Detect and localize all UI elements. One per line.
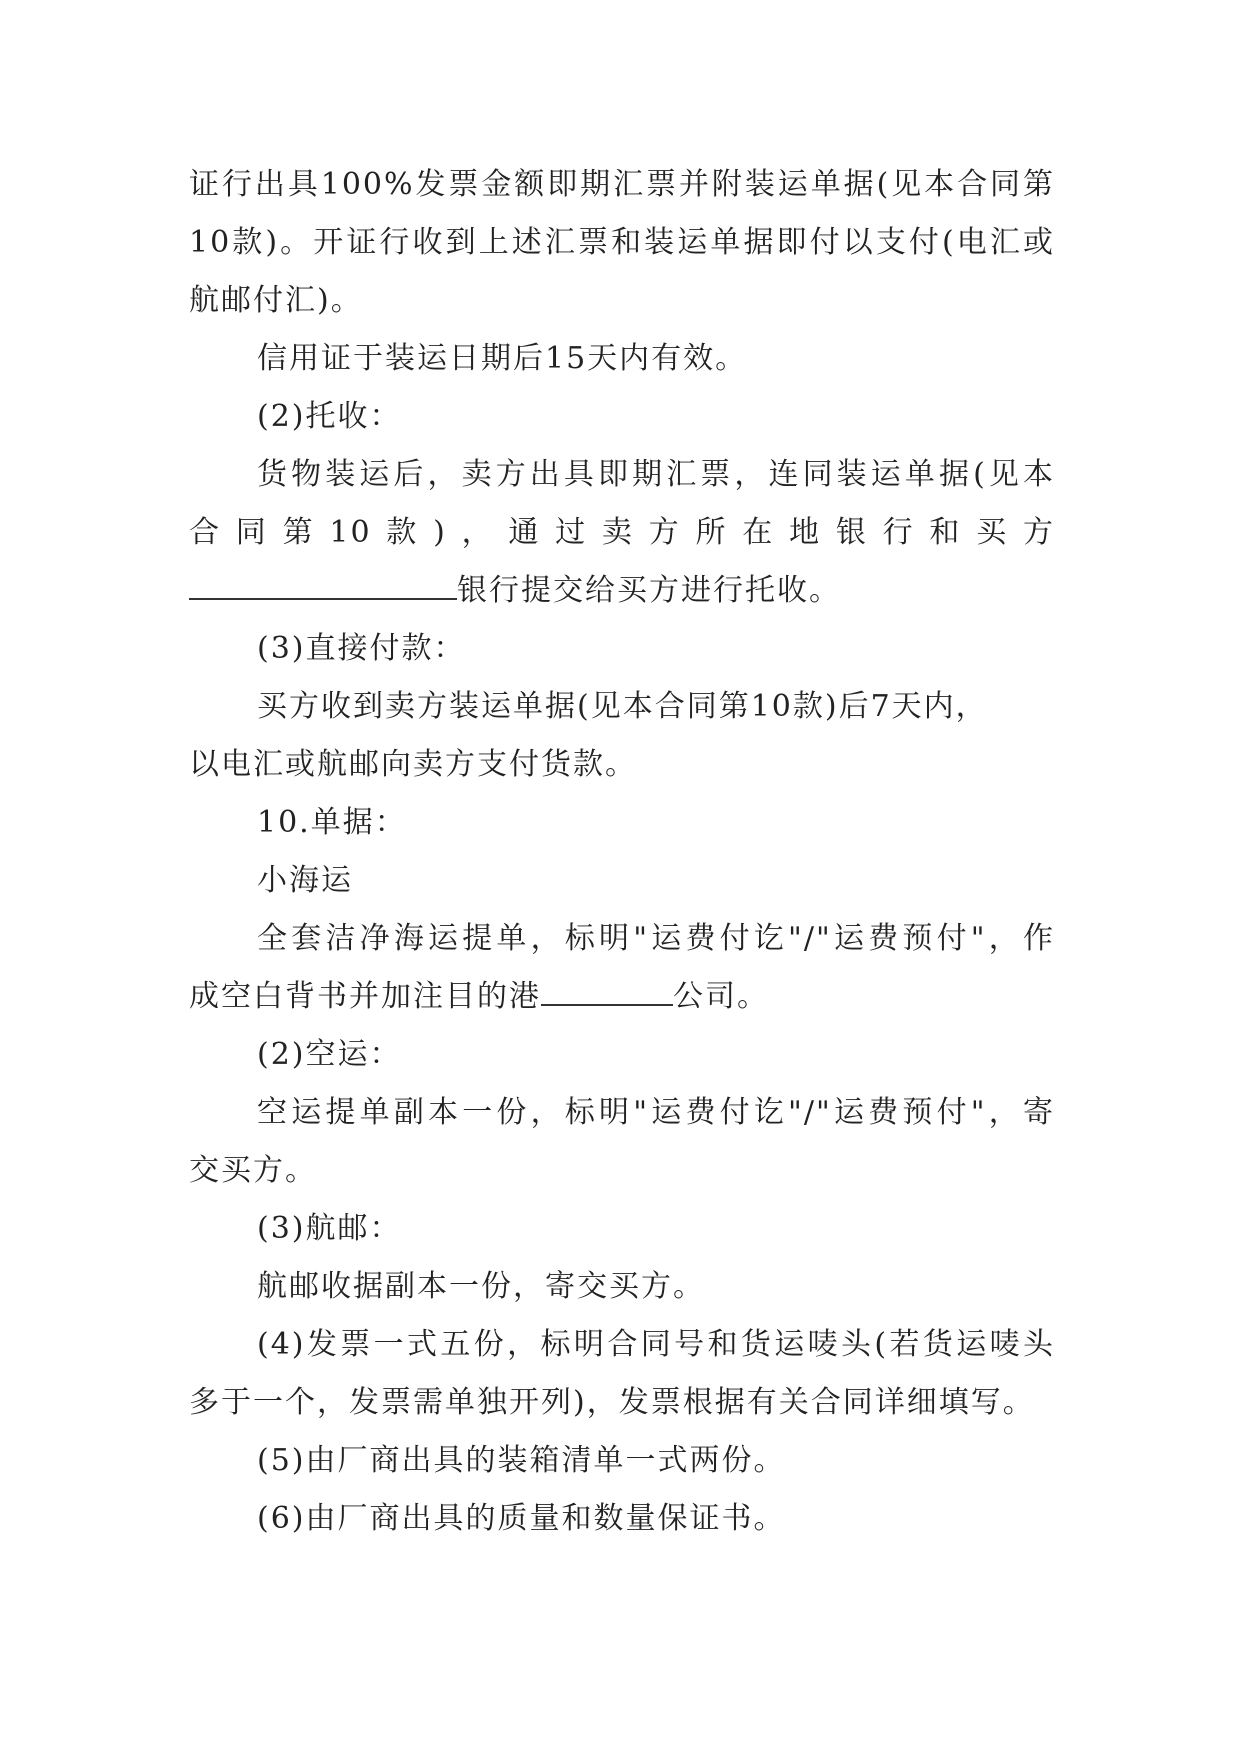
fill-in-blank	[189, 578, 457, 600]
text-line: 航邮付汇)。	[189, 283, 363, 318]
text-line: 信用证于装运日期后15天内有效。	[257, 341, 748, 376]
text-line-with-blank	[189, 562, 1055, 620]
text-line: 货物装运后，卖方出具即期汇票，连同装运单据(见本	[257, 457, 1055, 492]
text-line: 10.单据：	[257, 805, 407, 840]
text-line: (3)直接付款：	[257, 631, 466, 666]
text-segment: 银行提交给买方进行托收。	[457, 573, 841, 608]
text-line: (6)由厂商出具的质量和数量保证书。	[257, 1501, 786, 1536]
text-line: 小海运	[257, 863, 353, 898]
text-segment: 成空白背书并加注目的港	[189, 979, 541, 1014]
text-line: 合同第10款)，通过卖方所在地银行和买方	[189, 515, 1055, 550]
text-line: (5)由厂商出具的装箱清单一式两份。	[257, 1443, 786, 1478]
text-line: 空运提单副本一份，标明"运费付讫"/"运费预付"，寄	[257, 1095, 1055, 1130]
text-line: 以电汇或航邮向卖方支付货款。	[189, 747, 637, 782]
fill-in-blank	[541, 984, 673, 1006]
text-line: (2)空运：	[257, 1037, 402, 1072]
text-line: (2)托收：	[257, 399, 402, 434]
text-line-with-blank	[189, 968, 1055, 1026]
document-body	[189, 156, 1055, 1548]
text-line: (4)发票一式五份，标明合同号和货运唛头(若货运唛头	[257, 1327, 1055, 1362]
text-segment: 公司。	[673, 979, 769, 1014]
text-line: 航邮收据副本一份，寄交买方。	[257, 1269, 705, 1304]
text-line: 全套洁净海运提单，标明"运费付讫"/"运费预付"，作	[257, 921, 1055, 956]
text-line: (3)航邮：	[257, 1211, 402, 1246]
text-line: 10款)。开证行收到上述汇票和装运单据即付以支付(电汇或	[189, 225, 1055, 260]
text-line: 买方收到卖方装运单据(见本合同第10款)后7天内，	[257, 689, 988, 724]
text-line: 交买方。	[189, 1153, 317, 1188]
text-line: 证行出具100%发票金额即期汇票并附装运单据(见本合同第	[189, 167, 1055, 202]
text-line: 多于一个，发票需单独开列)，发票根据有关合同详细填写。	[189, 1385, 1035, 1420]
